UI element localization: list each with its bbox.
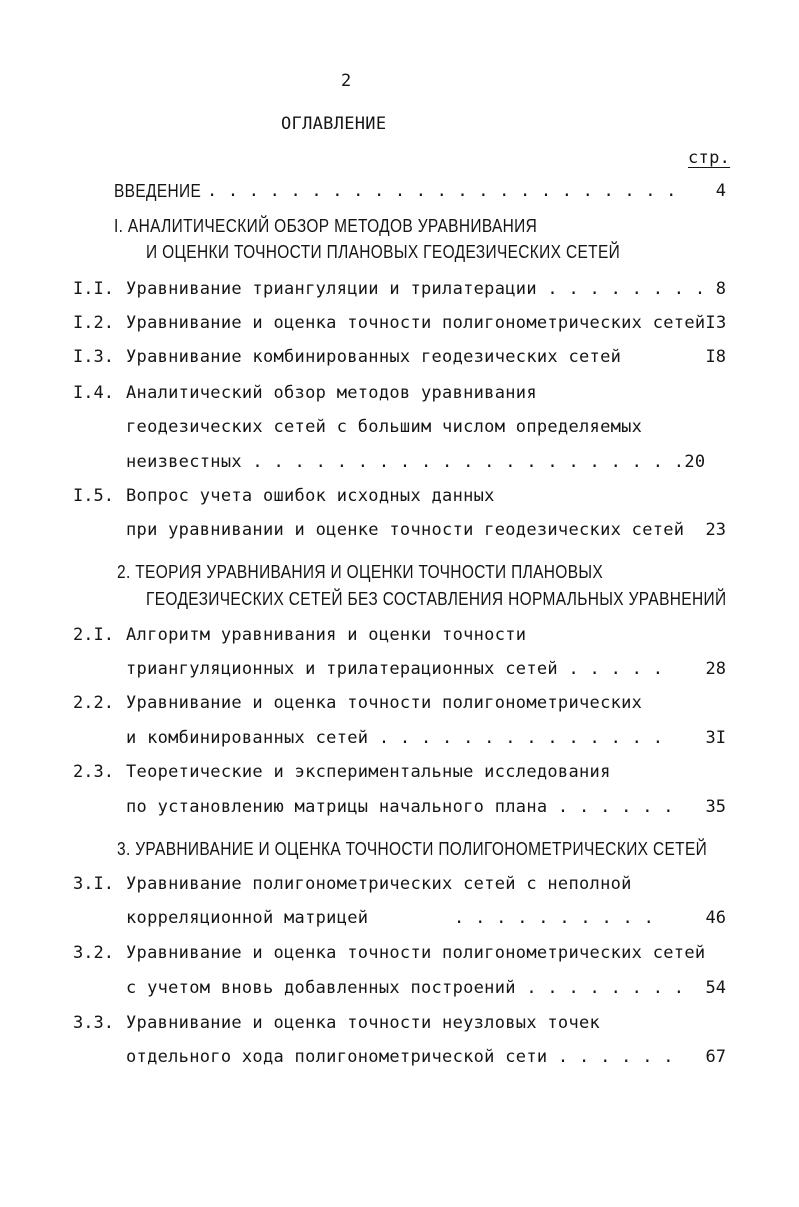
toc-entry-text: Вопрос учета ошибок исходных данных bbox=[126, 486, 495, 506]
toc-entry-number: I.4. bbox=[73, 383, 114, 403]
toc-entry-number: 2.2. bbox=[73, 693, 114, 713]
toc-entry-number: 2.I. bbox=[73, 625, 114, 645]
toc-entry-text: Аналитический обзор методов уравнивания bbox=[126, 383, 537, 403]
page-column-label: стр. bbox=[688, 148, 731, 168]
toc-entry-text: корреляционной матрицей bbox=[126, 908, 369, 928]
toc-intro-dots: . . . . . . . . . . . . . . . . . . . . . . . bbox=[207, 181, 677, 201]
toc-entry-page: I8 bbox=[705, 347, 726, 367]
toc-entry-text: при уравнивании и оценке точности геодезических сетей bbox=[126, 520, 685, 540]
toc-entry-page: 46 bbox=[705, 908, 726, 928]
toc-entry-text: триангуляционных и трилатерационных сетей . . . . . bbox=[126, 659, 664, 679]
toc-entry-text: и комбинированных сетей . . . . . . . . . . . . . . bbox=[126, 728, 664, 748]
chapter-3-heading: 3. УРАВНИВАНИЕ И ОЦЕНКА ТОЧНОСТИ ПОЛИГОНОМЕТРИЧЕСКИХ СЕТЕЙ bbox=[117, 839, 708, 859]
toc-entry-text: отдельного хода полигонометрической сети . . . . . . bbox=[126, 1047, 674, 1067]
toc-entry-text: Уравнивание и оценка точности полигонометрических сетейI3 bbox=[126, 313, 727, 333]
toc-entry-page: 8 bbox=[715, 279, 726, 299]
toc-entry-text: Алгоритм уравнивания и оценки точности bbox=[126, 625, 527, 645]
toc-entry-number: 3.3. bbox=[73, 1013, 114, 1033]
toc-entry-text: Уравнивание и оценка точности полигонометрических bbox=[126, 693, 643, 713]
toc-entry-text: Уравнивание и оценка точности полигонометрических сетей bbox=[126, 943, 706, 963]
toc-entry-text: неизвестных . . . . . . . . . . . . . . . . . . . . .20 bbox=[126, 452, 706, 472]
toc-entry-number: 3.I. bbox=[73, 874, 114, 894]
toc-entry-page: 28 bbox=[705, 659, 726, 679]
toc-entry-dots: . . . . . . . . . . bbox=[454, 908, 655, 928]
chapter-2-heading-line1: 2. ТЕОРИЯ УРАВНИВАНИЯ И ОЦЕНКИ ТОЧНОСТИ ПЛАНОВЫХ bbox=[117, 562, 604, 582]
toc-entry-text: Уравнивание и оценка точности неузловых точек bbox=[126, 1013, 601, 1033]
chapter-1-heading-line1: I. АНАЛИТИЧЕСКИЙ ОБЗОР МЕТОДОВ УРАВНИВАНИЯ bbox=[114, 216, 538, 236]
toc-entry-number: 2.3. bbox=[73, 762, 114, 782]
toc-entry-number: I.I. bbox=[73, 279, 114, 299]
toc-entry-page: 54 bbox=[705, 978, 726, 998]
toc-entry-text: Теоретические и экспериментальные исследования bbox=[126, 762, 611, 782]
toc-entry-text: Уравнивание комбинированных геодезических сетей bbox=[126, 347, 622, 367]
chapter-1-heading-line2: И ОЦЕНКИ ТОЧНОСТИ ПЛАНОВЫХ ГЕОДЕЗИЧЕСКИХ СЕТЕЙ bbox=[146, 242, 621, 262]
toc-entry-text: Уравнивание триангуляции и трилатерации . . . . . . . . bbox=[126, 279, 706, 299]
toc-entry-page: 23 bbox=[705, 520, 726, 540]
toc-intro-label: ВВЕДЕНИЕ bbox=[114, 181, 202, 201]
toc-entry-page: 67 bbox=[705, 1047, 726, 1067]
toc-entry-number: 3.2. bbox=[73, 943, 114, 963]
toc-entry-text: Уравнивание полигонометрических сетей с неполной bbox=[126, 874, 632, 894]
toc-entry-number: I.3. bbox=[73, 347, 114, 367]
toc-entry-text: с учетом вновь добавленных построений . . . . . . . . bbox=[126, 978, 685, 998]
page-number: 2 bbox=[341, 71, 352, 91]
toc-title: ОГЛАВЛЕНИЕ bbox=[281, 114, 387, 134]
toc-intro-page: 4 bbox=[715, 181, 726, 201]
toc-entry-number: I.5. bbox=[73, 486, 114, 506]
toc-entry-text: по установлению матрицы начального плана . . . . . . bbox=[126, 797, 674, 817]
toc-entry-page: 35 bbox=[705, 797, 726, 817]
toc-entry-text: геодезических сетей с большим числом определяемых bbox=[126, 417, 643, 437]
toc-entry-number: I.2. bbox=[73, 313, 114, 333]
toc-entry-page: 3I bbox=[705, 728, 726, 748]
chapter-2-heading-line2: ГЕОДЕЗИЧЕСКИХ СЕТЕЙ БЕЗ СОСТАВЛЕНИЯ НОРМАЛЬНЫХ УРАВНЕНИЙ bbox=[146, 589, 727, 609]
